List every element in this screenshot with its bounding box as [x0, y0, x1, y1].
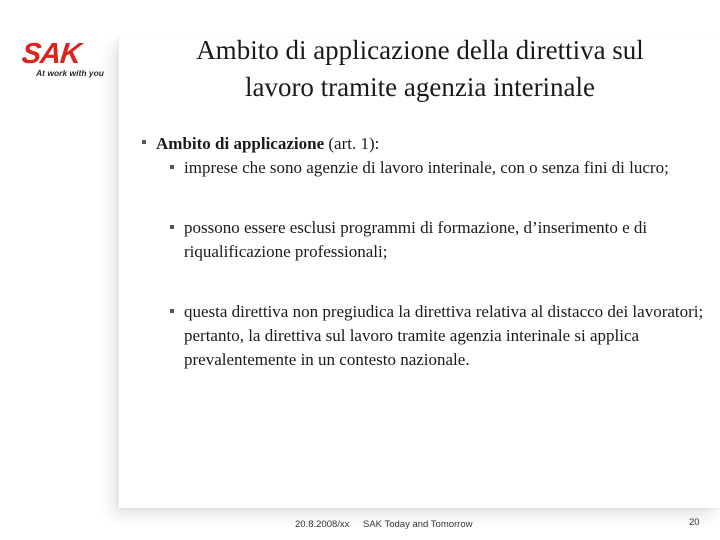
square-bullet-icon [170, 225, 174, 229]
square-bullet-icon [170, 165, 174, 169]
slide-title-line-1: Ambito di applicazione della direttiva sul [196, 35, 644, 65]
sub-bullet-posting [142, 300, 708, 372]
slide-title-line-2: lavoro tramite agenzia interinale [244, 72, 596, 102]
logo-tagline: At work with you [36, 68, 104, 78]
square-bullet-icon [142, 140, 146, 144]
sub-bullet-text: questa direttiva non pregiudica la direttiva relativa al distacco dei lavoratori; pertanto, la direttiva sul lavoro tramite agenzia interinale si applica prevalentemente in un contesto nazionale. [184, 302, 704, 369]
sub-bullet-text: possono essere esclusi programmi di formazione, d’inserimento e di riqualificazione professionali; [184, 218, 648, 261]
footer-date: 20.8.2008/xx [295, 519, 350, 530]
slide-title [140, 32, 700, 106]
logo-brand: SAK [20, 38, 82, 70]
sub-bullet-text: imprese che sono agenzie di lavoro interinale, con o senza fini di lucro; [184, 158, 669, 177]
bullet-scope-heading: Ambito di applicazione [156, 134, 325, 153]
square-bullet-icon [170, 309, 174, 313]
bullet-scope-article: (art. 1): [324, 134, 380, 153]
sub-bullet-agencies [142, 156, 708, 180]
slide-body [142, 132, 708, 372]
sak-logo [20, 40, 106, 82]
page-number: 20 [689, 517, 700, 528]
footer-label: SAK Today and Tomorrow [363, 519, 473, 530]
bullet-scope [142, 132, 708, 156]
sub-bullet-exclusions [142, 216, 708, 264]
